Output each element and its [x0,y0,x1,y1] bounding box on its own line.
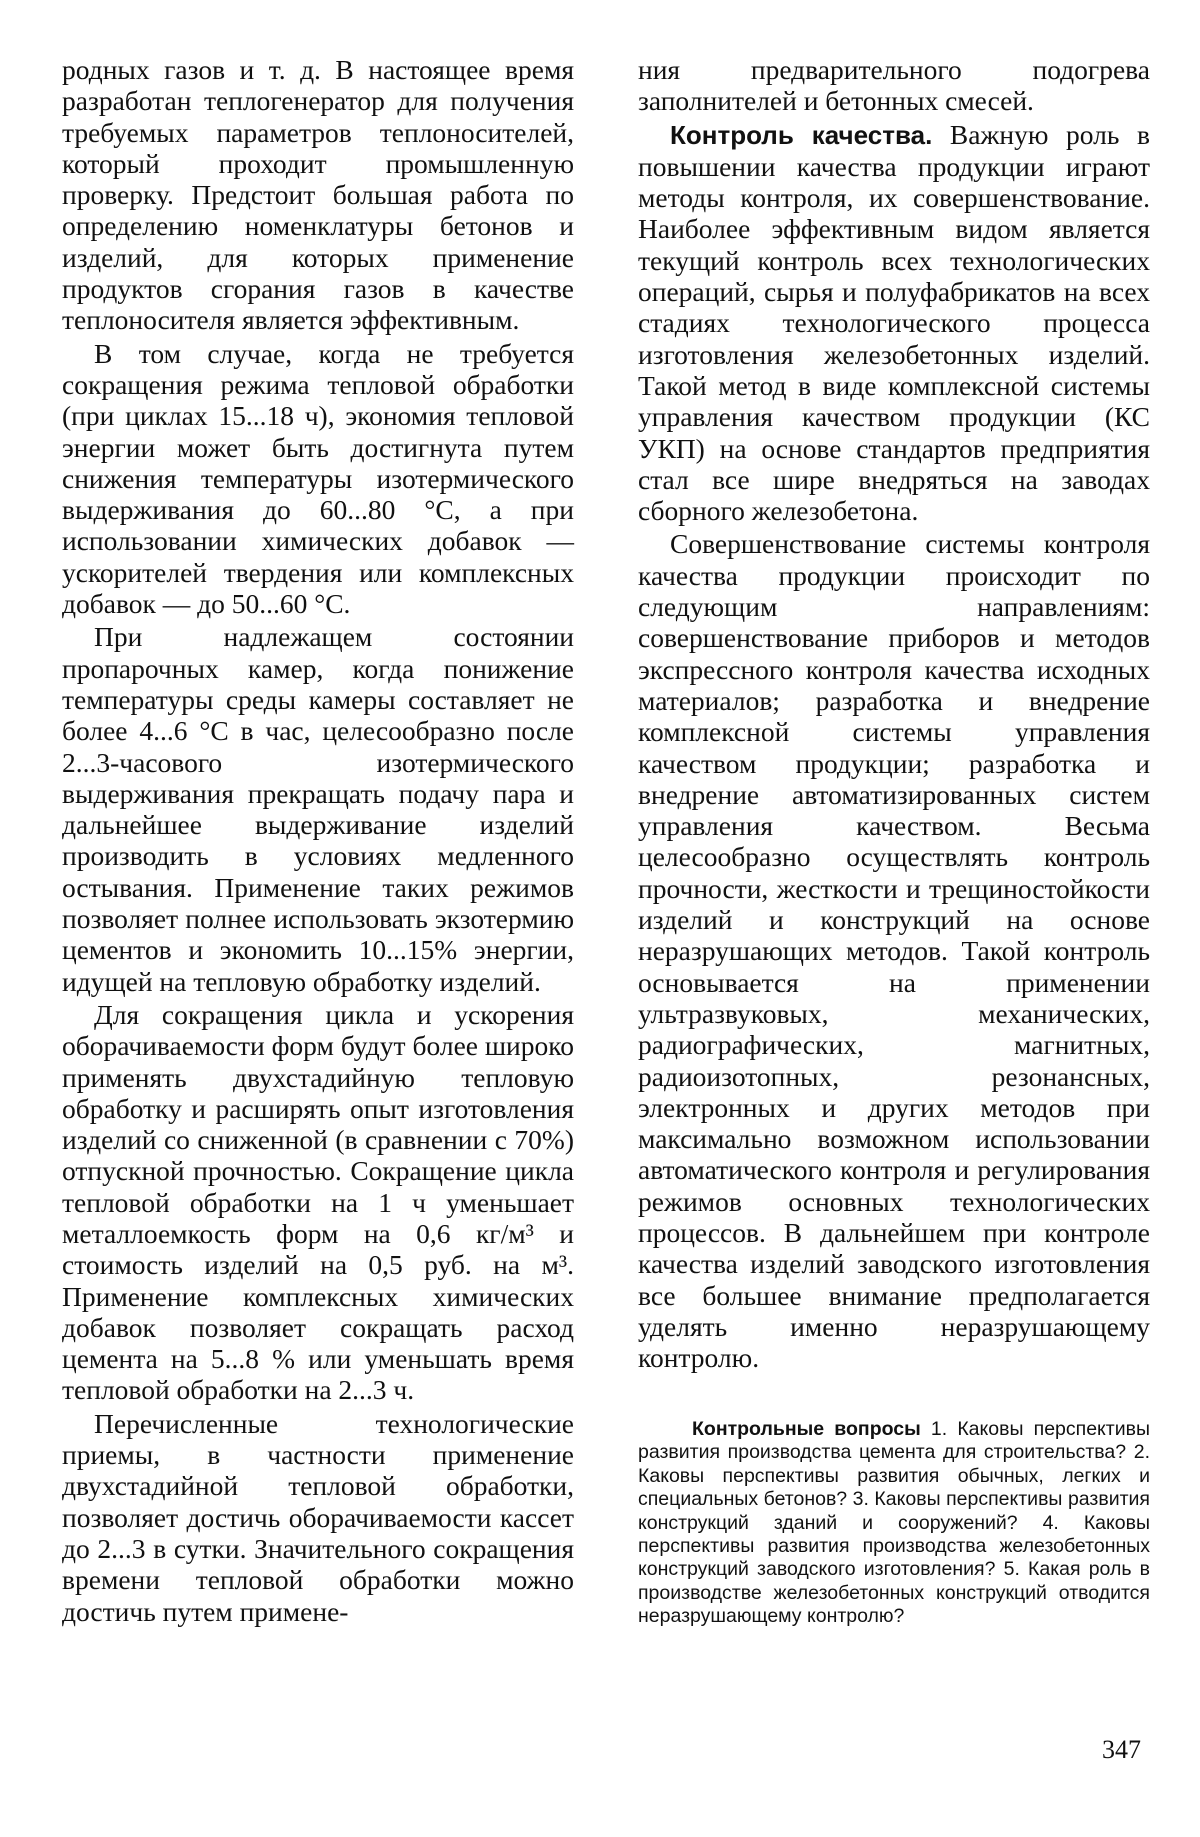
section-body: Важную роль в повышении качества продукции играют методы контроля, их совершенствование. Наиболее эффективным видом является текущий контроль всех технологических операций, сырья и полуфабрикатов на всех стадиях технологического процесса изготовления железобетонных изделий. Такой метод в виде комплексной системы управления качеством продукции (КС УКП) на основе стандартов предприятия стал все шире внедряться на заводах сборного железобетона. [638,118,1150,527]
page-number: 347 [1102,1735,1141,1764]
paragraph: При надлежащем состоянии пропарочных камер, когда понижение температуры среды камеры составляет не более 4...6 °С в час, целесообразно после 2...3-часового изотермического выдерживания прекращать подачу пара и дальнейшее выдерживание изделий производить в условиях медленного остывания. Применение таких режимов позволяет полнее использовать экзотермию цементов и экономить 10...15% энергии, идущей на тепловую обработку изделий. [62,621,574,997]
left-column [62,54,574,1627]
section-paragraph [638,119,1150,527]
right-column [638,54,1150,1373]
paragraph: родных газов и т. д. В настоящее время разработан теплогенератор для получения требуемых параметров теплоносителей, который проходит промышленную проверку. Предстоит большая работа по определению номенклатуры бетонов и изделий, для которых применение продуктов сгорания газов в качестве теплоносителя является эффективным. [62,54,574,336]
paragraph: Перечисленные технологические приемы, в частности применение двухстадийной тепловой обработки, позволяет достичь оборачиваемости кассет до 2...3 в сутки. Значительного сокращения времени тепловой обработки можно достичь путем примене- [62,1407,574,1627]
section-heading: Контроль качества. [670,119,933,150]
questions-heading: Контрольные вопросы [692,1418,921,1440]
paragraph: Для сокращения цикла и ускорения оборачиваемости форм будут более широко применять двухстадийную тепловую обработку и расширять опыт изготовления изделий со сниженной (в сравнении с 70%) отпускной прочностью. Сокращение цикла тепловой обработки на 1 ч уменьшает металлоемкость форм на 0,6 кг/м³ и стоимость изделий на 0,5 руб. на м³. Применение комплексных химических добавок позволяет сокращать расход цемента на 5...8 % или уменьшать время тепловой обработки на 2...3 ч. [62,998,574,1406]
questions-body: 1. Каковы перспективы развития производства цемента для строительства? 2. Каковы перспективы развития обычных, легких и специальных бетонов? 3. Каковы перспективы развития конструкций зданий и сооружений? 4. Каковы перспективы развития производства железобетонных конструкций заводского изготовления? 5. Какая роль в производстве железобетонных конструкций отводится неразрушающему контролю? [638,1418,1150,1628]
paragraph: Совершенствование системы контроля качества продукции происходит по следующим направлениям: совершенствование приборов и методов экспрессного контроля качества исходных материалов; разработка и внедрение комплексной системы управления качеством продукции; разработка и внедрение автоматизированных систем управления качеством. Весьма целесообразно осуществлять контроль прочности, жесткости и трещиностойкости изделий и конструкций на основе неразрушающих методов. Такой контроль основывается на применении ультразвуковых, механических, радиографических, магнитных, радиоизотопных, резонансных, электронных и других методов при максимально возможном использовании автоматического контроля и регулирования режимов основных технологических процессов. В дальнейшем при контроле качества изделий заводского изготовления все большее внимание предполагается уделять именно неразрушающему контролю. [638,528,1150,1374]
review-questions [638,1418,1150,1629]
paragraph: ния предварительного подогрева заполнителей и бетонных смесей. [638,54,1150,117]
paragraph: В том случае, когда не требуется сокращения режима тепловой обработки (при циклах 15...18 ч), экономия тепловой энергии может быть достигнута путем снижения температуры изотермического выдерживания до 60...80 °С, а при использовании химических добавок — ускорителей твердения или комплексных добавок — до 50...60 °С. [62,337,574,620]
